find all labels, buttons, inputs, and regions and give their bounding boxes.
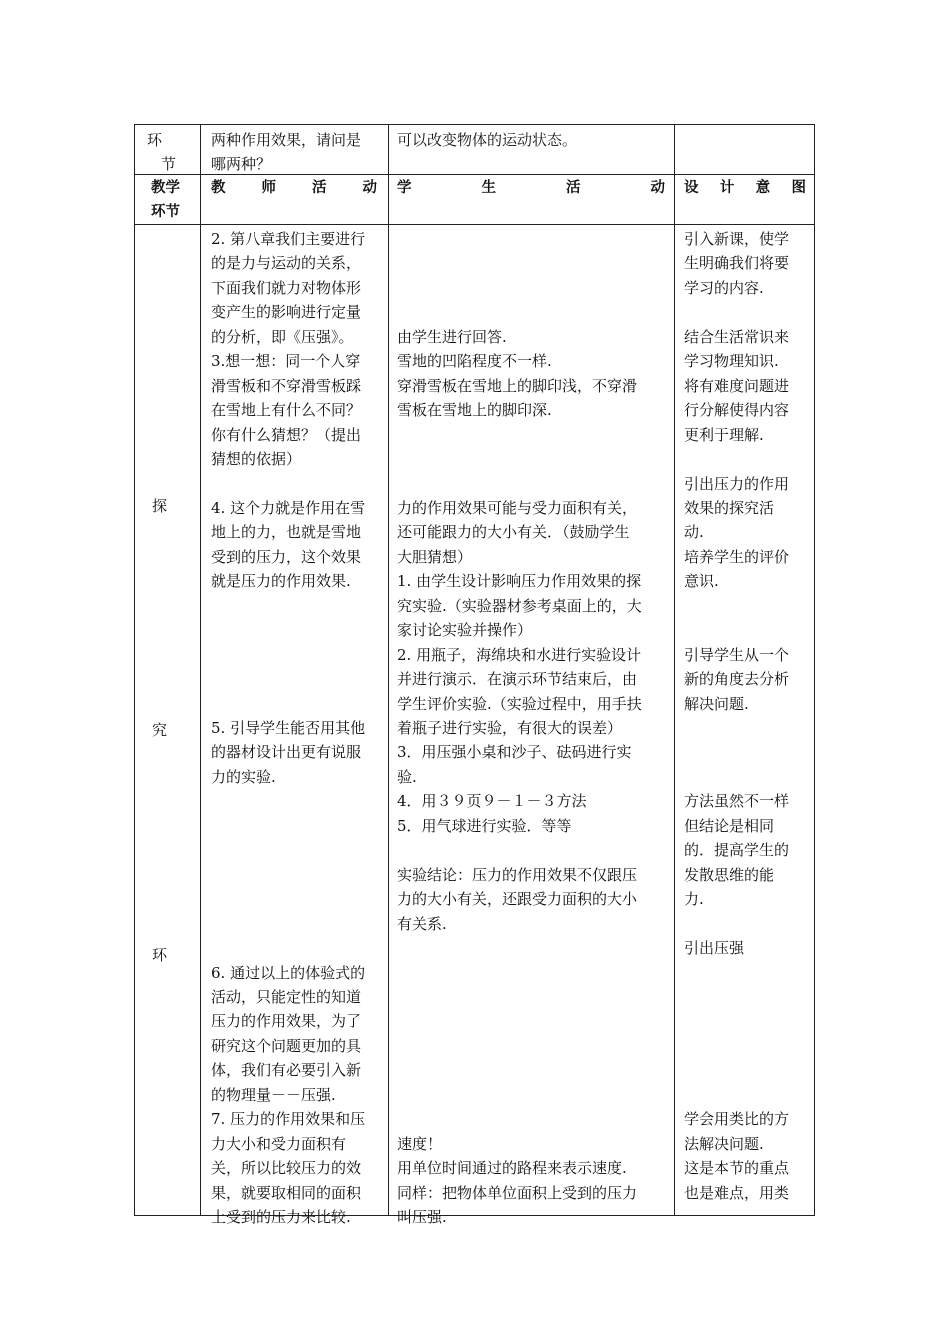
teacher-line: 压力的作用效果，为了	[211, 1012, 362, 1031]
student-line: 雪地的凹陷程度不一样.	[397, 352, 552, 371]
design-line: 力.	[684, 890, 704, 909]
section-char: 探	[152, 497, 168, 515]
design-line: 将有难度问题进	[684, 376, 790, 395]
student-line: 5．用气球进行实验．等等	[397, 816, 572, 835]
teacher-line: 2. 第八章我们主要进行	[211, 230, 366, 248]
student-line: 有关系.	[397, 914, 447, 933]
design-line: 培养学生的评价	[684, 547, 790, 566]
student-line: 叫压强.	[397, 1208, 447, 1226]
student-line: 2. 用瓶子，海绵块和水进行实验设计	[397, 645, 642, 664]
section-char: 环	[152, 946, 168, 964]
student-line: 由学生进行回答.	[397, 327, 507, 346]
design-line: 引入新课，使学	[684, 230, 790, 248]
design-line: 引出压力的作用	[684, 474, 790, 493]
student-line: 并进行演示．在演示环节结束后，由	[397, 670, 638, 689]
design-line: 效果的探究活	[684, 498, 775, 517]
teacher-line: 力的实验.	[211, 767, 276, 786]
teacher-line: 就是压力的作用效果.	[211, 572, 351, 591]
teacher-line: 的物理量－－压强.	[211, 1085, 336, 1104]
teacher-line: 猜想的依据）	[211, 450, 302, 469]
design-line: 法解决问题.	[684, 1134, 764, 1153]
teacher-line: 3.想一想：同一个人穿	[211, 352, 361, 371]
header-design: 设 计 意 图	[684, 180, 806, 196]
student-line: 4．用３９页９－１－３方法	[397, 792, 587, 811]
header-section-2: 环节	[151, 204, 180, 220]
teacher-line: 7. 压力的作用效果和压	[211, 1110, 366, 1129]
teacher-line: 受到的压力，这个效果	[211, 547, 362, 566]
top-section-label-1: 环	[147, 131, 163, 149]
teacher-line: 地上的力，也就是雪地	[211, 523, 362, 542]
teacher-line: 关，所以比较压力的效	[211, 1159, 362, 1178]
student-line: 实验结论：压力的作用效果不仅跟压	[397, 865, 638, 884]
header-student: 学 生 活 动	[397, 180, 665, 196]
design-line: 生明确我们将要	[684, 254, 790, 273]
header-section-1: 教学	[151, 180, 180, 196]
design-line: 学习的内容.	[684, 278, 764, 297]
design-line: 引出压强	[684, 939, 745, 958]
design-line: 这是本节的重点	[684, 1159, 790, 1178]
teacher-line: 力大小和受力面积有	[211, 1134, 347, 1153]
design-line: 学习物理知识.	[684, 352, 779, 371]
design-line: 动.	[684, 523, 704, 542]
student-line: 学生评价实验.（实验过程中，用手扶	[397, 694, 642, 713]
teacher-line: 你有什么猜想？（提出	[211, 425, 362, 444]
teacher-line: 在雪地上有什么不同？	[211, 401, 362, 420]
design-line: 发散思维的能	[684, 865, 775, 884]
student-line: 力的作用效果可能与受力面积有关，	[397, 498, 638, 517]
top-teacher-line-1: 两种作用效果，请问是	[211, 131, 362, 149]
student-line: 家讨论实验并操作）	[397, 621, 533, 640]
top-section-label-2: 节	[161, 155, 177, 173]
design-line: 意识.	[684, 572, 719, 591]
student-line: 着瓶子进行实验，有很大的误差）	[397, 719, 623, 737]
teacher-line: 下面我们就力对物体形	[211, 278, 362, 297]
column-divider	[388, 125, 389, 1215]
header-teacher: 教 师 活 动	[211, 180, 377, 196]
student-line: 用单位时间通过的路程来表示速度.	[397, 1159, 627, 1178]
student-line: 验.	[397, 767, 417, 786]
teacher-line: 体，我们有必要引入新	[211, 1061, 362, 1080]
student-line: 1. 由学生设计影响压力作用效果的探	[397, 572, 642, 591]
design-line: 更利于理解.	[684, 425, 764, 444]
student-line: 雪板在雪地上的脚印深.	[397, 401, 552, 420]
design-line: 解决问题.	[684, 694, 749, 713]
design-line: 学会用类比的方	[684, 1110, 790, 1129]
design-line: 的．提高学生的	[684, 841, 790, 860]
student-line: 3．用压强小桌和沙子、砝码进行实	[397, 743, 632, 762]
teacher-line: 4. 这个力就是作用在雪	[211, 498, 366, 517]
design-line: 也是难点，用类	[684, 1183, 790, 1202]
column-divider	[674, 125, 675, 1215]
design-line: 结合生活常识来	[684, 327, 790, 346]
student-line: 同样：把物体单位面积上受到的压力	[397, 1183, 638, 1202]
teacher-line: 上受到的压力来比较.	[211, 1208, 351, 1226]
teacher-line: 果，就要取相同的面积	[211, 1183, 362, 1202]
teacher-line: 的分析，即《压强》。	[211, 327, 354, 346]
design-line: 方法虽然不一样	[684, 792, 790, 811]
teacher-line: 的器材设计出更有说服	[211, 743, 362, 762]
student-line: 大胆猜想）	[397, 547, 473, 566]
student-line: 究实验.（实验器材参考桌面上的，大	[397, 596, 642, 615]
student-line: 速度！	[397, 1134, 443, 1153]
top-teacher-line-2: 哪两种？	[211, 155, 272, 173]
top-student-line-1: 可以改变物体的运动状态。	[397, 131, 578, 149]
teacher-line: 的是力与运动的关系，	[211, 254, 362, 273]
teacher-line: 研究这个问题更加的具	[211, 1036, 362, 1055]
row-divider	[135, 224, 814, 225]
teacher-line: 滑雪板和不穿滑雪板踩	[211, 376, 362, 395]
design-line: 行分解使得内容	[684, 401, 790, 420]
teacher-line: 变产生的影响进行定量	[211, 303, 362, 322]
student-line: 力的大小有关，还跟受力面积的大小	[397, 890, 638, 909]
teacher-line: 5. 引导学生能否用其他	[211, 719, 366, 737]
column-divider	[200, 125, 201, 1215]
section-char: 究	[152, 721, 168, 739]
student-line: 还可能跟力的大小有关．（鼓励学生	[397, 523, 630, 542]
design-line: 但结论是相同	[684, 816, 775, 835]
student-line: 穿滑雪板在雪地上的脚印浅，不穿滑	[397, 376, 638, 395]
teacher-line: 活动，只能定性的知道	[211, 987, 362, 1006]
design-line: 引导学生从一个	[684, 645, 790, 664]
teacher-line: 6. 通过以上的体验式的	[211, 963, 366, 982]
design-line: 新的角度去分析	[684, 670, 790, 689]
